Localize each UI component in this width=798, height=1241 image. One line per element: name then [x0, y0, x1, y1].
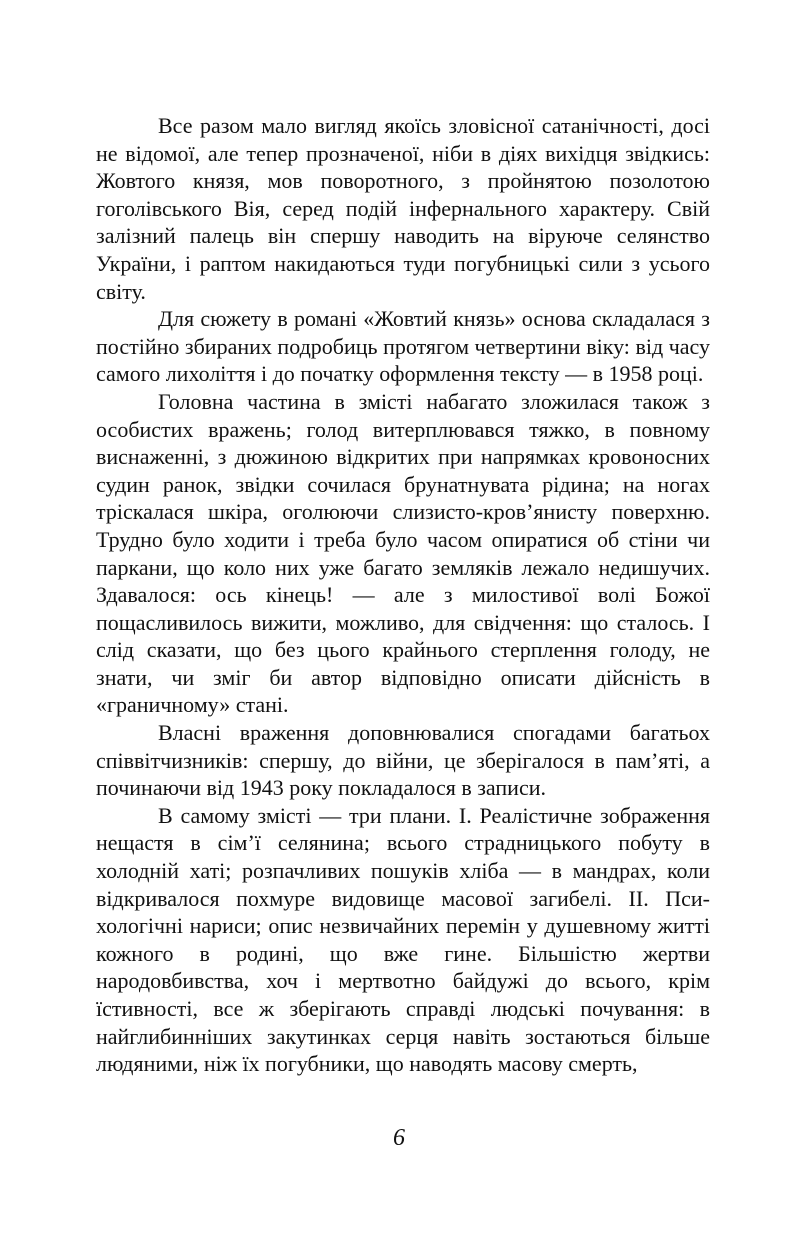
page-number: 6	[393, 1125, 405, 1151]
paragraph: В самому змісті — три плани. І. Реалістичне зображення нещастя в сім’ї селянина; всього страдницького побуту в холодній хаті; розпачливих пошуків хліба — в мандрах, коли відкривалося похмуре видовище масової загибелі. II. Психологічні нариси; опис незвичайних перемін у душевному житті кожного в родині, що вже гине. Більшістю жертви народовбивства, хоч і мертвотно байдужі до всього, крім їстивності, все ж зберігають справді людські почування: в найглибинніших закутинках серця навіть зостаються більше людяними, ніж їх погубники, що наводять масову смерть,	[96, 802, 710, 1077]
page-body	[96, 112, 710, 1078]
paragraph: Для сюжету в романі «Жовтий князь» основа складалася з постійно збираних подробиць протягом четвертини віку: від часу самого лихоліття і до початку оформлення тексту — в 1958 році.	[96, 306, 710, 387]
paragraph: Головна частина в змісті набагато зложилася також з особистих вражень; голод витерплювався тяжко, в повному виснаженні, з дюжиною відкритих при напрямках кровоносних судин ранок, звідки сочилася брунатнувата рідина; на ногах тріскалася шкіра, оголюючи слизисто-кров’янисту поверхню. Трудно було ходити і треба було часом опиратися об стіни чи паркани, що коло них уже багато земляків лежало недишучих. Здавалося: ось кінець! — але з милостивої волі Божої пощасливилось вижити, можливо, для свідчення: що сталось. І слід сказати, що без цього крайнього стерплення голоду, не знати, чи зміг би автор відповідно описати дійсність в «граничному» стані.	[96, 388, 710, 718]
paragraph: Все разом мало вигляд якоїсь зловісної сатанічності, досі не відомої, але тепер прозначеної, ніби в діях вихідця звідкись: Жовтого князя, мов поворотного, з пройнятою позолотою гоголівського Вія, серед подій інфернального характеру. Свій залізний палець він спершу наводить на віруюче селянство України, і раптом накидаються туди погубницькі сили з усього світу.	[96, 113, 710, 304]
paragraph: Власні враження доповнювалися спогадами багатьох співвітчизників: спершу, до війни, це зберігалося в пам’яті, а починаючи від 1943 року покладалося в записи.	[96, 720, 710, 801]
